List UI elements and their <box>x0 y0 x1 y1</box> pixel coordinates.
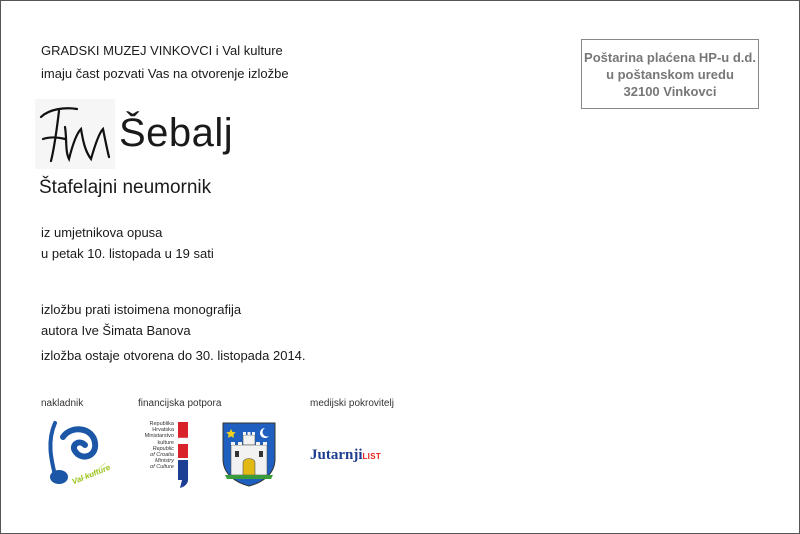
artist-signature <box>35 99 115 169</box>
ministry-line-4: kulture <box>157 439 174 446</box>
support-label: financijska potpora <box>138 398 222 409</box>
opening-date-line: u petak 10. listopada u 19 sati <box>41 246 214 261</box>
postage-paid-stamp <box>581 39 759 109</box>
organizers-line: GRADSKI MUZEJ VINKOVCI i Val kulture <box>41 43 283 58</box>
val-kulture-wordmark: Val kulture <box>70 462 112 487</box>
ministry-line-6: of Croatia <box>150 452 174 459</box>
ministry-line-1: Republika <box>149 421 174 427</box>
ministry-of-culture-text <box>138 421 174 471</box>
ministry-line-3: Ministarstvo <box>144 433 174 440</box>
exhibition-title: Štafelajni neumornik <box>39 177 212 198</box>
zagreb-coat-of-arms <box>221 421 277 487</box>
ministry-line-8: of Culture <box>150 464 174 471</box>
ministry-line-2: Hrvatska <box>152 427 174 434</box>
opus-line: iz umjetnikova opusa <box>41 225 163 240</box>
media-label: medijski pokrovitelj <box>310 398 394 409</box>
invitation-line: imaju čast pozvati Vas na otvorenje izložbe <box>41 66 289 81</box>
postage-line-2: u poštanskom uredu <box>606 66 734 82</box>
monograph-author-line: autora Ive Šimata Banova <box>41 323 191 338</box>
jutarnji-list-logo <box>310 447 381 464</box>
postage-line-1: Poštarina plaćena HP-u d.d. <box>584 49 756 65</box>
croatia-flag-mark <box>176 422 192 488</box>
jutarnji-wordmark: Jutarnji <box>310 447 363 463</box>
postage-line-3: 32100 Vinkovci <box>623 83 717 99</box>
publisher-label: nakladnik <box>41 398 84 409</box>
artist-surname: Šebalj <box>119 111 234 155</box>
closing-date-line: izložba ostaje otvorena do 30. listopada 2014. <box>41 348 306 363</box>
ministry-line-5: Republic <box>152 445 174 452</box>
ministry-line-7: Ministry <box>155 458 174 465</box>
monograph-line: izložbu prati istoimena monografija <box>41 302 242 317</box>
list-wordmark: LIST <box>362 452 382 461</box>
val-kulture-logo <box>41 417 113 489</box>
